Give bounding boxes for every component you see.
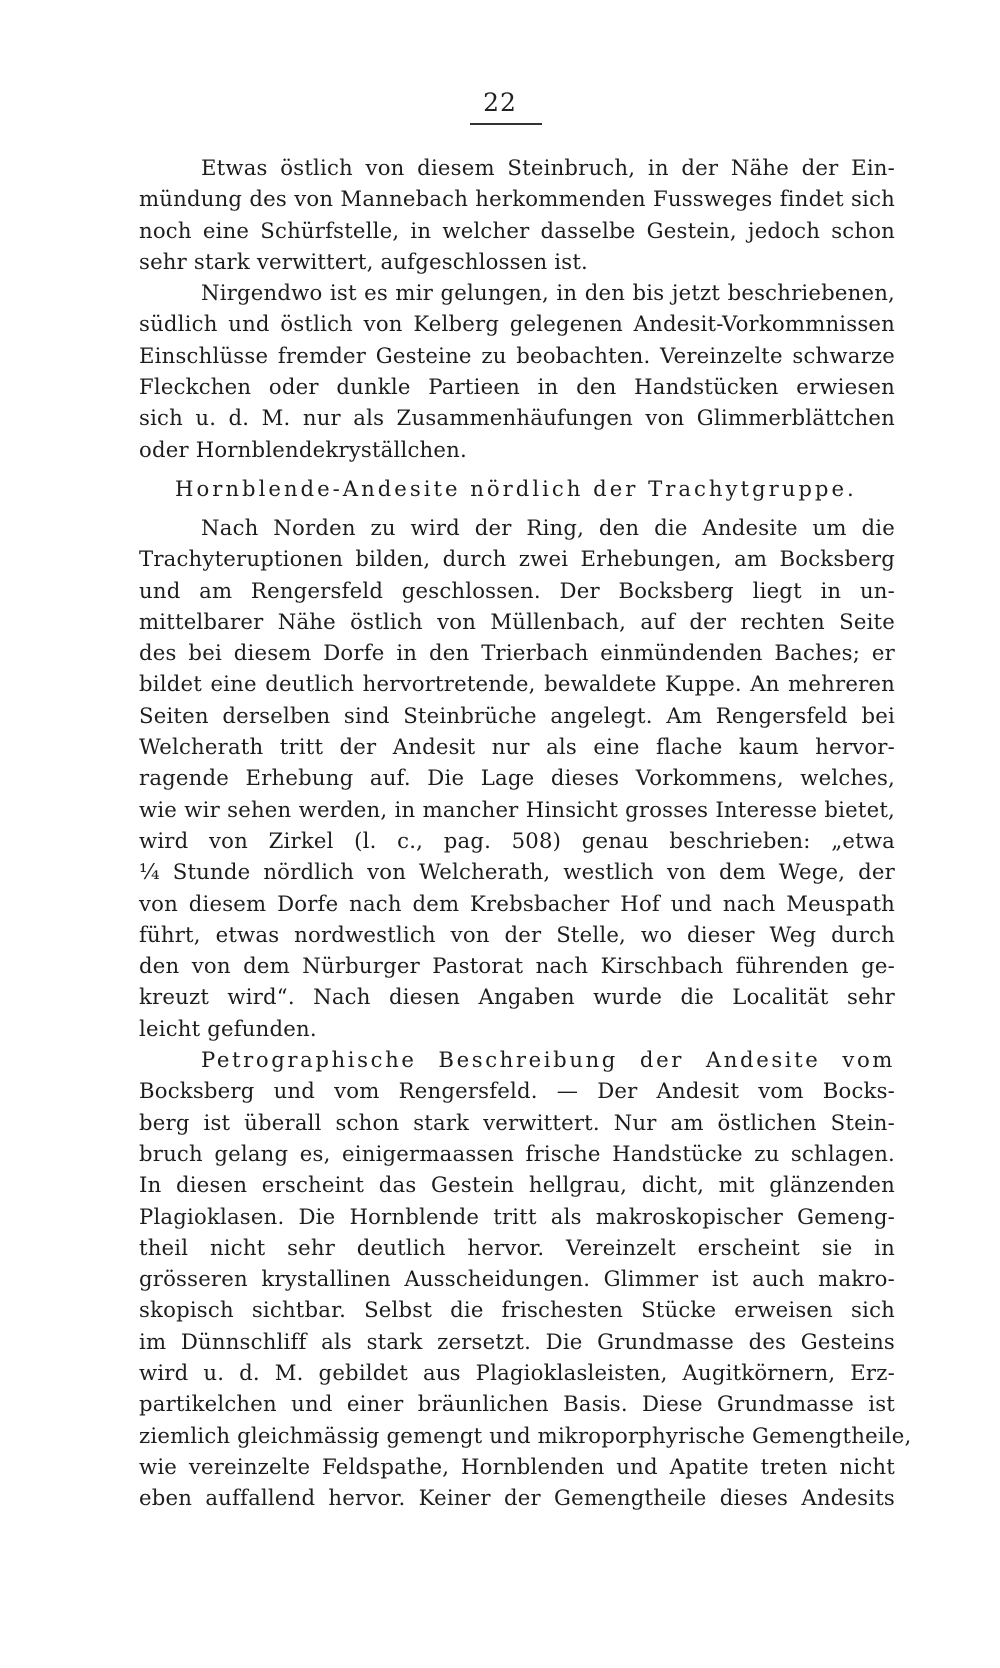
text-line: Fleckchen oder dunkle Partieen in den Handstücken erwiesen (139, 374, 895, 400)
text-line: Etwas östlich von diesem Steinbruch, in der Nähe der Ein- (201, 155, 895, 180)
text-line: führt, etwas nordwestlich von der Stelle, wo dieser Weg durch (139, 921, 895, 947)
text-line: Welcherath tritt der Andesit nur als eine flache kaum hervor- (139, 734, 895, 760)
text-line: ¼ Stunde nördlich von Welcherath, westlich von dem Wege, der (139, 859, 895, 885)
page-number: 22 (483, 88, 517, 117)
text-line: wie vereinzelte Feldspathe, Hornblenden und Apatite treten nicht (139, 1453, 895, 1479)
paragraph-group-1 (139, 152, 895, 465)
text-line: In diesen erscheint das Gestein hellgrau, dicht, mit glänzenden (139, 1172, 895, 1198)
text-line: ziemlich gleichmässig gemengt und mikroporphyrische Gemengtheile, (139, 1422, 912, 1448)
text-line: noch eine Schürfstelle, in welcher dasselbe Gestein, jedoch schon (139, 217, 895, 243)
text-line: des bei diesem Dorfe in den Trierbach einmündenden Baches; er (139, 640, 895, 666)
text-line: eben auffallend hervor. Keiner der Gemengtheile dieses Andesits (139, 1485, 895, 1511)
text-line: Nach Norden zu wird der Ring, den die Andesite um die (201, 514, 895, 540)
text-line: skopisch sichtbar. Selbst die frischesten Stücke erweisen sich (139, 1297, 895, 1323)
text-line: ragende Erhebung auf. Die Lage dieses Vorkommens, welches, (139, 765, 895, 791)
text-line: berg ist überall schon stark verwittert. Nur am östlichen Stein- (139, 1109, 895, 1135)
text-line: partikelchen und einer bräunlichen Basis. Diese Grundmasse ist (139, 1391, 895, 1417)
paragraph-group-2 (139, 512, 912, 1514)
text-line: oder Hornblendekryställchen. (139, 436, 467, 462)
text-line: wird von Zirkel (l. c., pag. 508) genau beschrieben: „etwa (139, 827, 895, 853)
text-line: Plagioklasen. Die Hornblende tritt als makroskopischer Gemeng- (139, 1203, 895, 1229)
text-line: leicht gefunden. (139, 1015, 317, 1041)
page-number-rule (470, 123, 542, 125)
text-line: südlich und östlich von Kelberg gelegenen Andesit-Vorkommnissen (139, 311, 895, 337)
text-line: und am Rengersfeld geschlossen. Der Bocksberg liegt in un- (139, 577, 895, 603)
text-line: Einschlüsse fremder Gesteine zu beobachten. Vereinzelte schwarze (139, 342, 895, 368)
text-line: bildet eine deutlich hervortretende, bewaldete Kuppe. An mehreren (139, 671, 895, 697)
text-line: Petrographische Beschreibung der Andesite vom (201, 1047, 895, 1073)
text-line: wird u. d. M. gebildet aus Plagioklasleisten, Augitkörnern, Erz- (139, 1359, 895, 1385)
text-line: grösseren krystallinen Ausscheidungen. Glimmer ist auch makro- (139, 1266, 895, 1292)
text-line: theil nicht sehr deutlich hervor. Vereinzelt erscheint sie in (139, 1234, 895, 1260)
text-line: sich u. d. M. nur als Zusammenhäufungen von Glimmerblättchen (139, 405, 895, 431)
text-line: kreuzt wird“. Nach diesen Angaben wurde die Localität sehr (139, 984, 895, 1010)
text-line: Nirgendwo ist es mir gelungen, in den bis jetzt beschriebenen, (201, 280, 895, 306)
text-line: sehr stark verwittert, aufgeschlossen ist. (139, 248, 588, 274)
text-line: Seiten derselben sind Steinbrüche angelegt. Am Rengersfeld bei (139, 702, 895, 728)
text-line: wie wir sehen werden, in mancher Hinsicht grosses Interesse bietet, (139, 796, 895, 822)
text-line: Bocksberg und vom Rengersfeld. — Der Andesit vom Bocks- (139, 1078, 895, 1104)
section-heading: Hornblende-Andesite nördlich der Trachytgruppe. (175, 475, 857, 501)
text-line: bruch gelang es, einigermaassen frische Handstücke zu schlagen. (139, 1140, 895, 1166)
body-text (139, 152, 912, 1513)
text-line: im Dünnschliff als stark zersetzt. Die Grundmasse des Gesteins (139, 1328, 895, 1354)
text-line: mündung des von Mannebach herkommenden Fussweges findet sich (139, 186, 895, 212)
text-line: mittelbarer Nähe östlich von Müllenbach, auf der rechten Seite (139, 608, 895, 634)
text-line: Trachyteruptionen bilden, durch zwei Erhebungen, am Bocksberg (139, 546, 895, 572)
text-line: von diesem Dorfe nach dem Krebsbacher Hof und nach Meuspath (139, 890, 895, 916)
text-line: den von dem Nürburger Pastorat nach Kirschbach führenden ge- (139, 953, 895, 979)
